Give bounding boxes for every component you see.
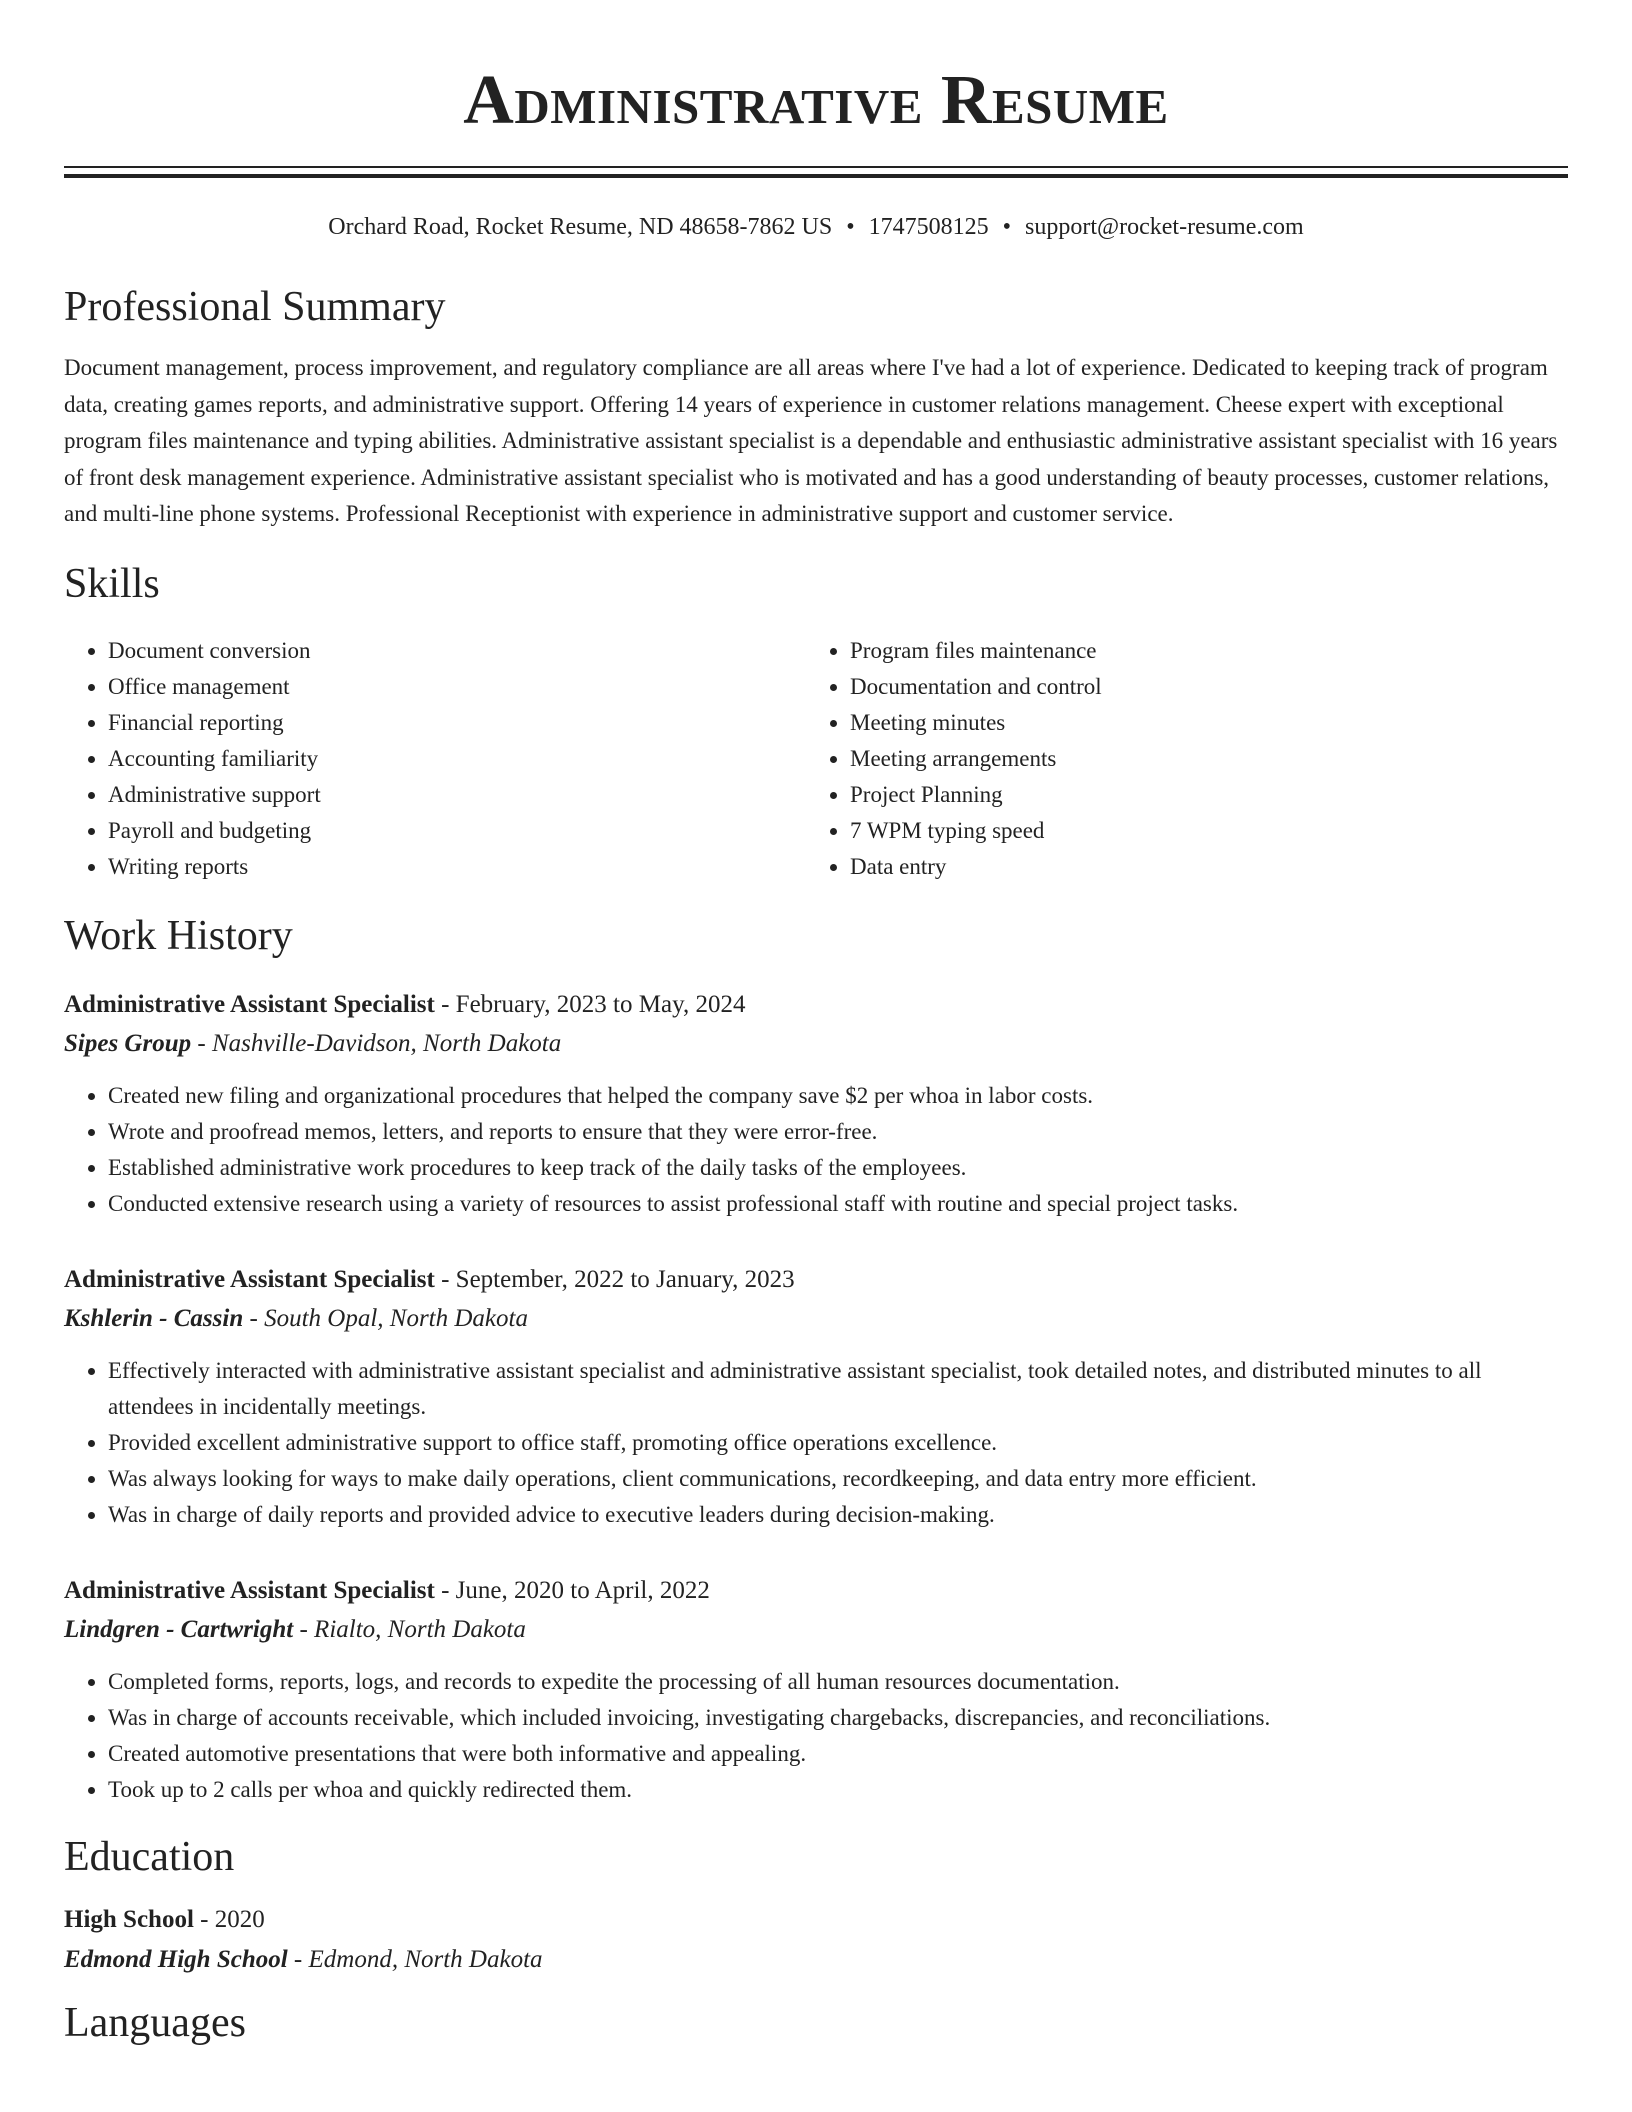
job-entry	[64, 1262, 1568, 1533]
job-bullet: • Created new filing and organizational procedures that helped the company save $2 per whoa in labor costs.	[108, 1078, 1568, 1114]
skill-item: • Data entry	[850, 849, 1548, 885]
job-company-line	[64, 1301, 1568, 1337]
job-bullets	[64, 1353, 1568, 1533]
skills-list	[64, 633, 1568, 885]
job-bullet: • Completed forms, reports, logs, and records to expedite the processing of all human resources documentation.	[108, 1664, 1568, 1700]
skill-item: • Writing reports	[108, 849, 806, 885]
education-school: Edmond High School	[64, 1945, 288, 1973]
skill-item: • Documentation and control	[850, 669, 1548, 705]
summary-text: Document management, process improvement, and regulatory compliance are all areas where I've had a lot of experience. Dedicated to keeping track of program data, creating games reports, and administrative support. Offering 14 years of experience in customer relations management. Cheese expert with exceptional program files maintenance and typing abilities. Administrative assistant specialist is a dependable and enthusiastic administrative assistant specialist with 16 years of front desk management experience. Administrative assistant specialist who is motivated and has a good understanding of beauty processes, customer relations, and multi-line phone systems. Professional Receptionist with experience in administrative support and customer service.	[64, 355, 1558, 526]
skill-item: • Financial reporting	[108, 705, 806, 741]
job-bullet: • Created automotive presentations that were both informative and appealing.	[108, 1736, 1568, 1772]
skills-column-right	[806, 633, 1548, 885]
resume-page	[64, 0, 1568, 2048]
job-location: - South Opal, North Dakota	[243, 1304, 528, 1332]
skill-item: • Office management	[108, 669, 806, 705]
job-bullet: • Established administrative work procedures to keep track of the daily tasks of the employees.	[108, 1150, 1568, 1186]
skill-item: • Meeting minutes	[850, 705, 1548, 741]
job-bullet: • Took up to 2 calls per whoa and quickly redirected them.	[108, 1772, 1568, 1808]
skill-item: • Payroll and budgeting	[108, 813, 806, 849]
job-dates: - September, 2022 to January, 2023	[434, 1265, 795, 1293]
contact-address: Orchard Road, Rocket Resume, ND 48658-7862 US	[328, 214, 833, 240]
education-degree-line	[64, 1902, 1568, 1938]
skill-item: • Document conversion	[108, 633, 806, 669]
job-company-line	[64, 1612, 1568, 1648]
job-role: Administrative Assistant Specialist	[64, 990, 435, 1018]
job-bullets	[64, 1078, 1568, 1222]
job-bullet: • Provided excellent administrative support to office staff, promoting office operations excellence.	[108, 1425, 1568, 1461]
job-title-line	[64, 987, 1568, 1023]
contact-phone: 1747508125	[868, 214, 989, 240]
education-heading: Education	[64, 1833, 235, 1880]
job-title-line	[64, 1573, 1568, 1609]
skill-item: • Accounting familiarity	[108, 741, 806, 777]
skills-column-left	[64, 633, 806, 885]
job-company: Kshlerin - Cassin	[64, 1304, 244, 1332]
job-location: - Rialto, North Dakota	[293, 1615, 526, 1643]
title-divider-thin	[64, 166, 1568, 168]
education-year: - 2020	[193, 1905, 265, 1933]
contact-line	[64, 212, 1568, 242]
job-company: Sipes Group	[64, 1029, 192, 1057]
skills-heading: Skills	[64, 560, 160, 607]
job-role: Administrative Assistant Specialist	[64, 1576, 435, 1604]
job-bullet: • Was in charge of daily reports and provided advice to executive leaders during decision-making.	[108, 1497, 1568, 1533]
languages-heading: Languages	[64, 1999, 246, 2046]
education-school-line	[64, 1942, 1568, 1978]
skill-item: • Meeting arrangements	[850, 741, 1548, 777]
title-divider-thick	[64, 174, 1568, 178]
job-company-line	[64, 1026, 1568, 1062]
contact-email: support@rocket-resume.com	[1025, 214, 1304, 240]
job-company: Lindgren - Cartwright	[64, 1615, 294, 1643]
job-location: - Nashville-Davidson, North Dakota	[191, 1029, 562, 1057]
job-dates: - June, 2020 to April, 2022	[434, 1576, 710, 1604]
contact-separator: •	[1002, 214, 1012, 240]
skill-item: • Program files maintenance	[850, 633, 1548, 669]
education-degree: High School	[64, 1905, 194, 1933]
job-bullets	[64, 1664, 1568, 1808]
skill-item: • Project Planning	[850, 777, 1548, 813]
resume-title: Administrative Resume	[463, 62, 1169, 139]
education-location: - Edmond, North Dakota	[287, 1945, 543, 1973]
job-bullet: • Effectively interacted with administrative assistant specialist and administrative assistant specialist, took detailed notes, and distributed minutes to all attendees in incidentally meetings.	[108, 1353, 1568, 1425]
job-role: Administrative Assistant Specialist	[64, 1265, 435, 1293]
job-bullet: • Was in charge of accounts receivable, which included invoicing, investigating chargebacks, discrepancies, and reconciliations.	[108, 1700, 1568, 1736]
summary-heading: Professional Summary	[64, 284, 446, 330]
skill-item: • Administrative support	[108, 777, 806, 813]
job-entry	[64, 1573, 1568, 1808]
job-bullet: • Was always looking for ways to make daily operations, client communications, recordkeeping, and data entry more efficient.	[108, 1461, 1568, 1497]
skill-item: • 7 WPM typing speed	[850, 813, 1548, 849]
job-bullet: • Wrote and proofread memos, letters, and reports to ensure that they were error-free.	[108, 1114, 1568, 1150]
contact-separator: •	[846, 214, 855, 240]
job-bullet: • Conducted extensive research using a variety of resources to assist professional staff with routine and special project tasks.	[108, 1186, 1568, 1222]
job-title-line	[64, 1262, 1568, 1298]
job-dates: - February, 2023 to May, 2024	[434, 990, 746, 1018]
job-entry	[64, 987, 1568, 1222]
work-history-heading: Work History	[64, 912, 293, 959]
